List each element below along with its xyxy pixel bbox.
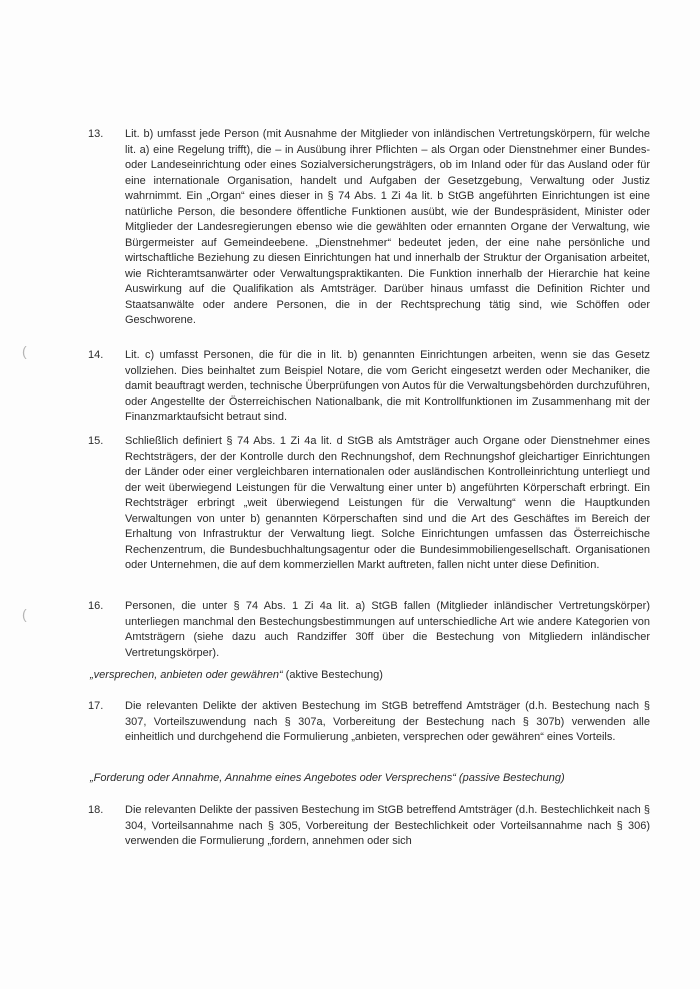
paragraph-14 (88, 348, 650, 426)
section-heading-active-bribery (90, 668, 650, 683)
paragraph-number: 16. (88, 600, 104, 612)
paragraph-17 (88, 699, 650, 746)
paragraph-text: Personen, die unter § 74 Abs. 1 Zi 4a lit. a) StGB fallen (Mitglieder inländischer Vertretungskörper) unterliegen manchmal den Bestechungsbestimmungen auf unterschiedliche Art wie andere Kategorien von Amtsträgern (siehe dazu auch Randziffer 30ff über die Bestechung von Mitgliedern inländischer Vertretungskörper). (125, 600, 650, 659)
paragraph-18 (88, 803, 650, 850)
paragraph-number: 17. (88, 700, 104, 712)
heading-italic-text: „versprechen, anbieten oder gewähren“ (90, 669, 283, 681)
paragraph-text: Die relevanten Delikte der passiven Bestechung im StGB betreffend Amtsträger (d.h. Bestechlichkeit nach § 304, Vorteilsannahme nach § 305, Vorbereitung der Bestechlichkeit oder Vorteilsannahme nach § 306) verwenden die Formulierung „fordern, annehmen oder sich (125, 804, 650, 847)
section-heading-passive-bribery (90, 771, 650, 786)
margin-mark: ( (22, 606, 27, 622)
margin-mark: ( (22, 343, 27, 359)
paragraph-text: Lit. c) umfasst Personen, die für die in lit. b) genannten Einrichtungen arbeiten, wenn sie das Gesetz vollziehen. Dies beinhaltet zum Beispiel Notare, die vom Gericht eingesetzt werden oder Mechaniker, die damit beauftragt werden, technische Überprüfungen von Autos für die Verwaltungsbehörden durchzuführen, oder Angestellte der Österreichischen Nationalbank, die mit Kontrollfunktionen im Zusammenhang mit der Finanzmarktaufsicht betraut sind. (125, 349, 650, 423)
heading-plain-text: (aktive Bestechung) (282, 669, 383, 681)
paragraph-16 (88, 599, 650, 661)
paragraph-text: Schließlich definiert § 74 Abs. 1 Zi 4a lit. d StGB als Amtsträger auch Organe oder Dienstnehmer eines Rechtsträgers, der der Kontrolle durch den Rechnungshof, dem Rechnungshof gleichartiger Einrichtungen der Länder oder einer vergleichbaren internationalen oder ausländischen Kontrolleinrichtung unterliegt und der weit überwiegend Leistungen für die Verwaltung einer unter b) angeführten Körperschaft erbringt. Ein Rechtsträger erbringt „weit überwiegend Leistungen für die Verwaltung“ wenn die Hauptkunden Verwaltungen von unter b) genannten Körperschaften sind und die Art des Geschäftes im Bereich der Erhaltung von Infrastruktur der Verwaltung liegt. Solche Einrichtungen umfassen das Österreichische Rechenzentrum, die Bundesbuchhaltungsagentur oder die Bundesimmobiliengesellschaft. Organisationen oder Unternehmen, die auf dem kommerziellen Markt auftreten, fallen nicht unter diese Definition. (125, 435, 650, 571)
paragraph-number: 15. (88, 435, 104, 447)
paragraph-15 (88, 434, 650, 574)
paragraph-text: Die relevanten Delikte der aktiven Bestechung im StGB betreffend Amtsträger (d.h. Bestechung nach § 307, Vorteilszuwendung nach § 307a, Vorbereitung der Bestechung nach § 307b) verwenden alle einheitlich und durchgehend die Formulierung „anbieten, versprechen oder gewähren“ eines Vorteils. (125, 700, 650, 743)
paragraph-number: 18. (88, 804, 104, 816)
paragraph-text: Lit. b) umfasst jede Person (mit Ausnahme der Mitglieder von inländischen Vertretungskörpern, für welche lit. a) eine Regelung trifft), die – in Ausübung ihrer Pflichten – als Organ oder Dienstnehmer einer Bundes- oder Landeseinrichtung oder eines Sozialversicherungsträgers, ob im Inland oder für das Ausland oder für eine internationale Organisation, handelt und Aufgaben der Gesetzgebung, Verwaltung oder Justiz wahrnimmt. Ein „Organ“ eines dieser in § 74 Abs. 1 Zi 4a lit. b StGB angeführten Einrichtungen ist eine natürliche Person, die besondere öffentliche Funktionen ausübt, wie der Bundespräsident, Minister oder Mitglieder der Landesregierungen ebenso wie die gewählten oder ernannten Organe der Verwaltung, wie Bürgermeister auf Gemeindeebene. „Dienstnehmer“ bedeutet jeden, der eine nahe persönliche und wirtschaftliche Beziehung zu diesen Einrichtungen hat und innerhalb der Struktur der Organisation arbeitet, wie Richteramtsanwärter oder Verwaltungspraktikanten. Die Funktion innerhalb der Hierarchie hat keine Auswirkung auf die Qualifikation als Amtsträger. Darüber hinaus umfasst die Definition Richter und Staatsanwälte oder andere Personen, die in der Rechtsprechung tätig sind, wie Schöffen oder Geschworene. (125, 128, 650, 326)
paragraph-13 (88, 127, 650, 329)
paragraph-number: 13. (88, 128, 104, 140)
heading-italic-text: „Forderung oder Annahme, Annahme eines Angebotes oder Versprechens“ (passive Bestechung) (90, 772, 565, 784)
paragraph-number: 14. (88, 349, 104, 361)
